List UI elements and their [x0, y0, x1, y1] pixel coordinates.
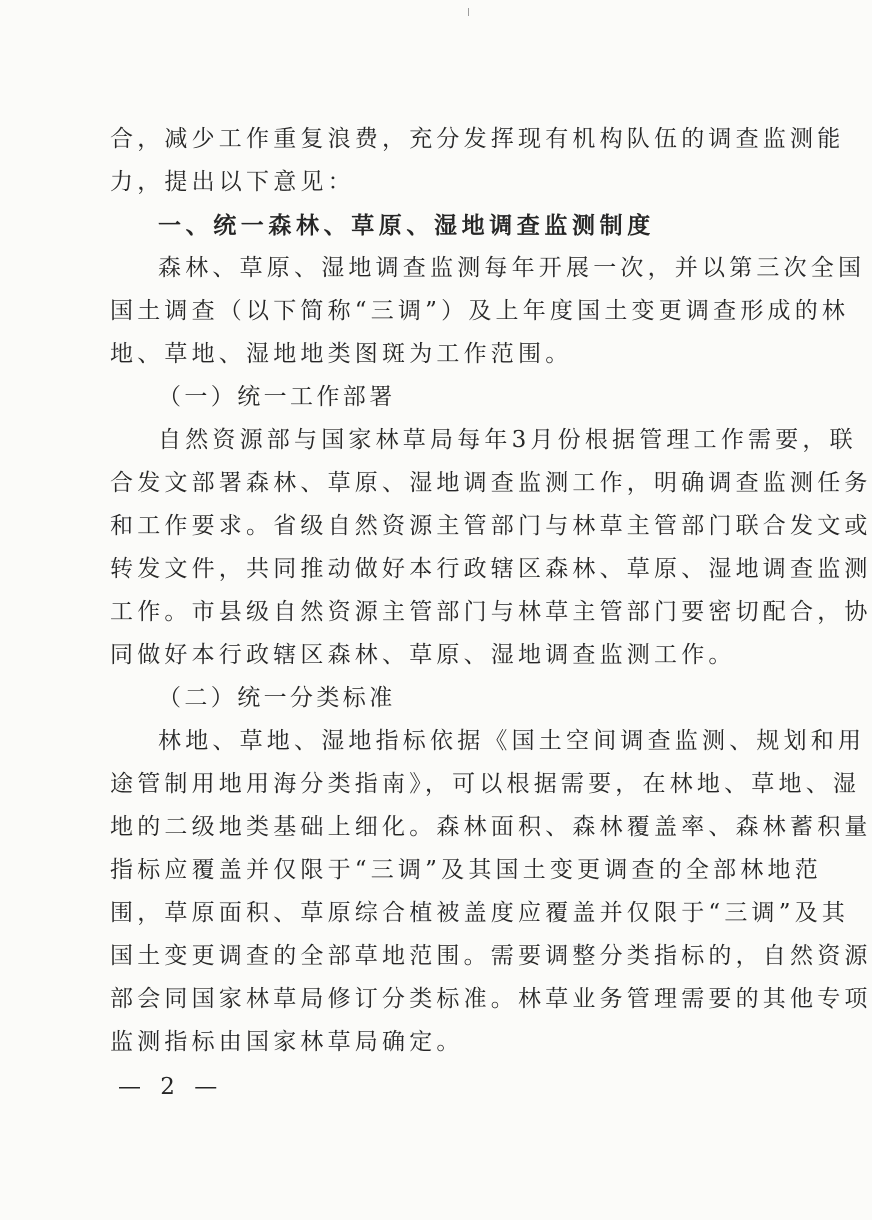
body-line: 合，减少工作重复浪费，充分发挥现有机构队伍的调查监测能 — [110, 126, 845, 152]
body-line: 国土变更调查的全部草地范围。需要调整分类指标的，自然资源 — [110, 943, 872, 969]
section-heading: 一、统一森林、草原、湿地调查监测制度 — [158, 212, 655, 239]
body-line: 地、草地、湿地地类图斑为工作范围。 — [110, 341, 573, 367]
body-line: 监测指标由国家林草局确定。 — [110, 1029, 464, 1055]
document-body — [110, 118, 872, 1064]
body-line: 指标应覆盖并仅限于“三调”及其国土变更调查的全部林地范 — [110, 857, 822, 883]
body-line: 和工作要求。省级自然资源主管部门与林草主管部门联合发文或 — [110, 513, 872, 539]
body-line: 部会同国家林草局修订分类标准。林草业务管理需要的其他专项 — [110, 986, 872, 1012]
body-line: 地的二级地类基础上细化。森林面积、森林覆盖率、森林蓄积量 — [110, 814, 872, 840]
subsection-heading: （二）统一分类标准 — [158, 685, 396, 711]
page-number: — 2 — — [118, 1074, 224, 1100]
scan-mark — [468, 8, 469, 16]
body-line: 林地、草地、湿地指标依据《国土空间调查监测、规划和用 — [158, 728, 866, 754]
body-line: 同做好本行政辖区森林、草原、湿地调查监测工作。 — [110, 642, 736, 668]
body-line: 国土调查（以下简称“三调”）及上年度国土变更调查形成的林 — [110, 298, 850, 324]
body-line: 力，提出以下意见： — [110, 169, 355, 195]
body-line: 森林、草原、湿地调查监测每年开展一次，并以第三次全国 — [158, 255, 866, 281]
body-line: 工作。市县级自然资源主管部门与林草主管部门要密切配合，协 — [110, 599, 872, 625]
body-line: 围，草原面积、草原综合植被盖度应覆盖并仅限于“三调”及其 — [110, 900, 850, 926]
subsection-heading: （一）统一工作部署 — [158, 384, 396, 410]
body-line: 转发文件，共同推动做好本行政辖区森林、草原、湿地调查监测 — [110, 556, 872, 582]
body-line: 合发文部署森林、草原、湿地调查监测工作，明确调查监测任务 — [110, 470, 872, 496]
body-line: 自然资源部与国家林草局每年3月份根据管理工作需要，联 — [158, 427, 857, 453]
body-line: 途管制用地用海分类指南》，可以根据需要，在林地、草地、湿 — [110, 771, 861, 797]
